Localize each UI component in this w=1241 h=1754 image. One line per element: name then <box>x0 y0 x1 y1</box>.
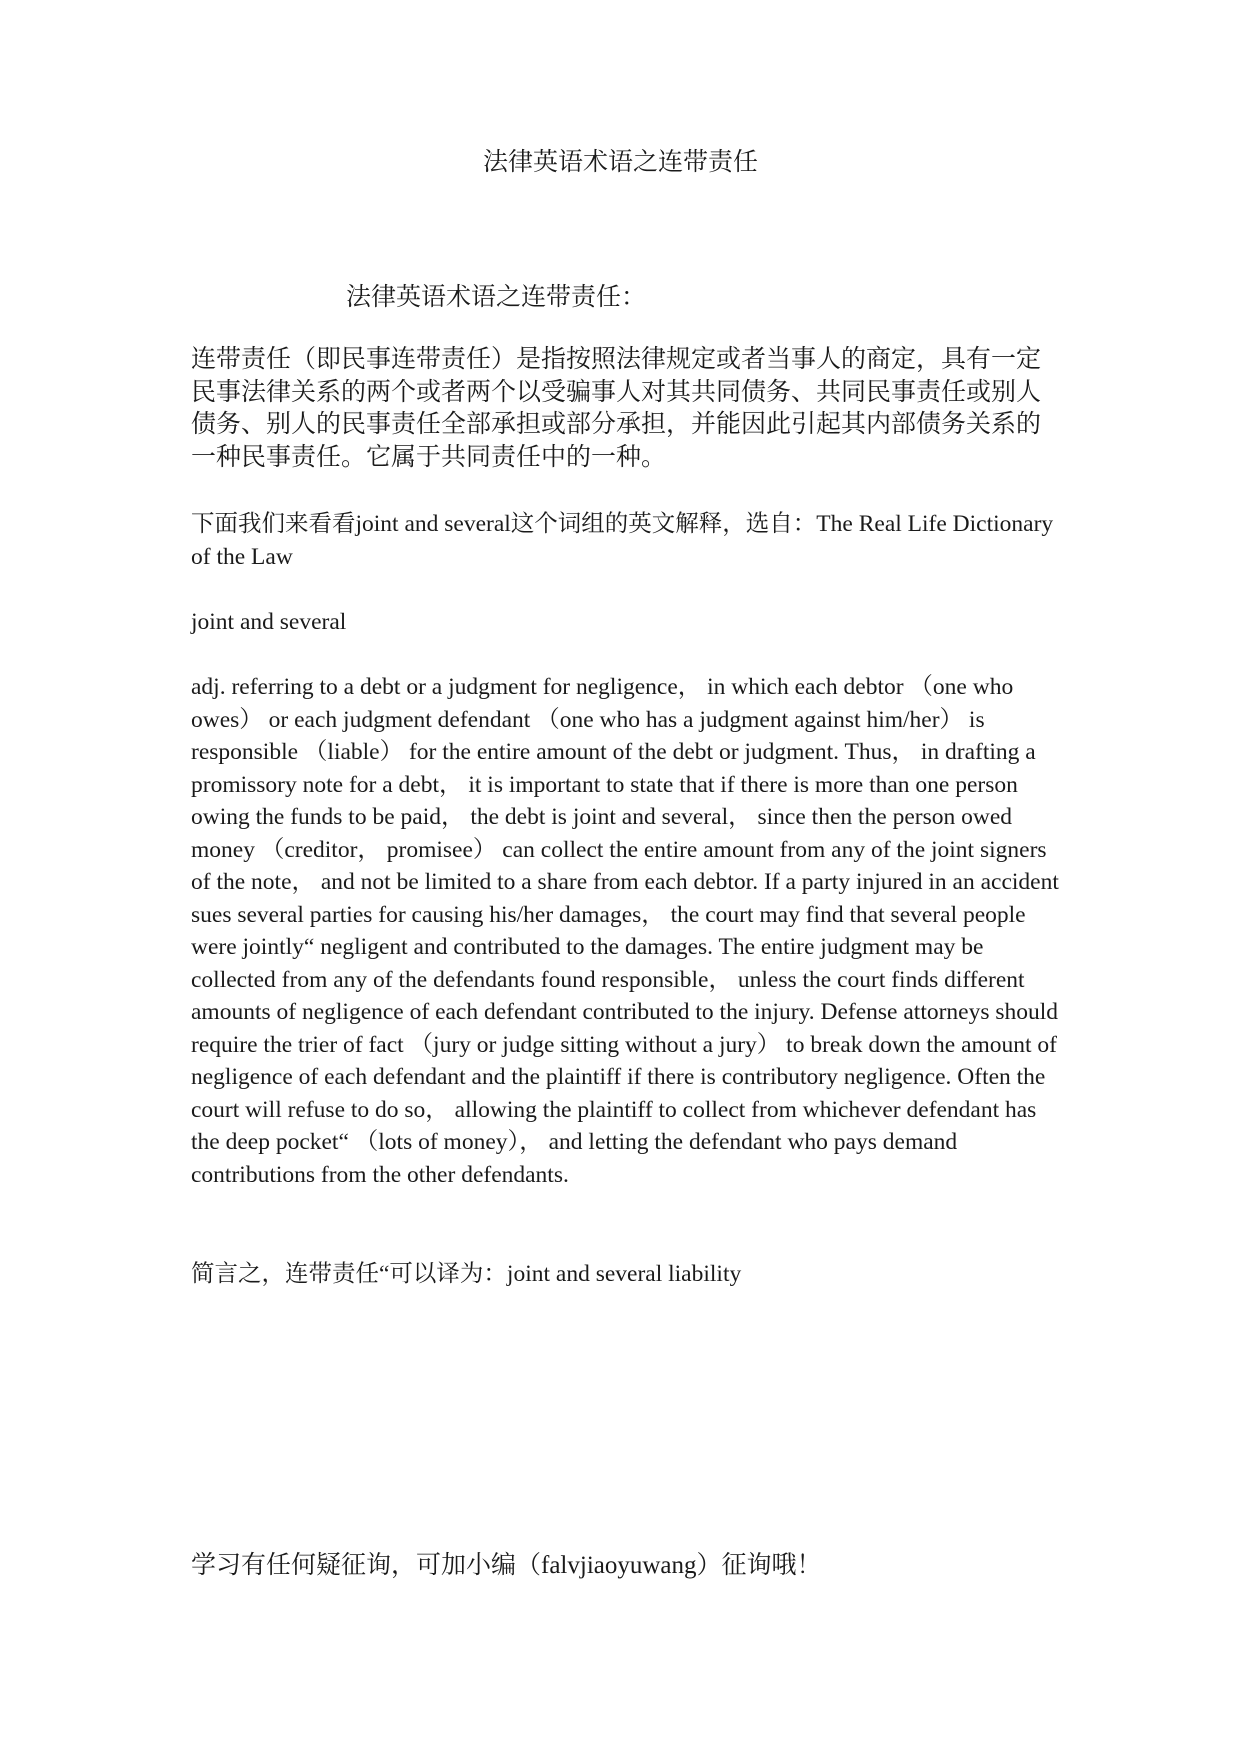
paragraph-summary: 简言之，连带责任“可以译为：joint and several liability <box>191 1261 742 1287</box>
document-title: 法律英语术语之连带责任 <box>482 149 758 176</box>
paragraph-definition-cn: 连带责任（即民事连带责任）是指按照法律规定或者当事人的商定，具有一定民事法律关系的两个或者两个以受骗事人对其共同债务、共同民事责任或别人债务、别人的民事责任全部承担或部分承担，并能因此引起其内部债务关系的一种民事责任。它属于共同责任中的一种。 <box>191 346 1042 471</box>
paragraph-term: joint and several <box>191 609 347 635</box>
document-subtitle: 法律英语术语之连带责任： <box>346 284 647 311</box>
paragraph-definition-en: adj. referring to a debt or a judgment for negligence， in which each debtor （one who owes） or each judgment defendant （one who has a judgment against him/her） is responsible （liable） for the entire amount of the debt or judgment. Thus， in drafting a promissory note for a debt， it is important to state that if there is more than one person owing the funds to be paid， the debt is joint and several， since then the person owed money （creditor， promisee） can collect the entire amount from any of the joint signers of the note， and not be limited to a share from each debtor. If a party injured in an accident sues several parties for causing his/her damages， the court may find that several people were jointly“ negligent and contributed to the damages. The entire judgment may be collected from any of the defendants found responsible， unless the court finds different amounts of negligence of each defendant contributed to the injury. Defense attorneys should require the trier of fact （jury or judge sitting without a jury） to break down the amount of negligence of each defendant and the plaintiff if there is contributory negligence. Often the court will refuse to do so， allowing the plaintiff to collect from whichever defendant has the deep pocket“ （lots of money）， and letting the defendant who pays demand contributions from the other defendants. <box>191 674 1059 1188</box>
paragraph-footer: 学习有任何疑征询，可加小编（falvjiaoyuwang）征询哦！ <box>191 1552 822 1579</box>
paragraph-source-intro: 下面我们来看看joint and several这个词组的英文解释，选自：The Real Life Dictionary of the Law <box>191 511 1054 570</box>
